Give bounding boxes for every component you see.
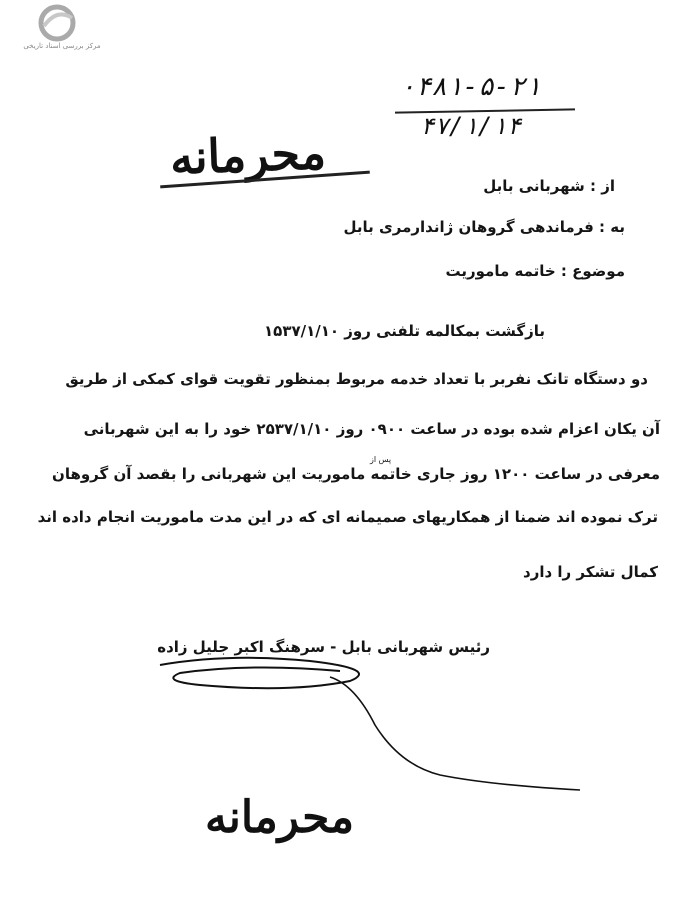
margin-note: پس از: [370, 455, 392, 464]
reference-date: ۴۷/۱/۱۴: [420, 112, 522, 140]
memo-body-line: کمال تشکر را دارد: [523, 563, 658, 581]
memo-subject: موضوع : خاتمه ماموریت: [445, 262, 625, 280]
memo-signer: رئیس شهربانی بابل - سرهنگ اکبر جلیل زاده: [157, 638, 490, 656]
memo-body-line: معرفی در ساعت ۱۲۰۰ روز جاری خاتمه ماموریت این شهربانی را بقصد آن گروهان: [52, 465, 660, 483]
memo-to: به : فرماندهی گروهان ژاندارمری بابل: [343, 218, 625, 236]
archive-logo-icon: [34, 4, 80, 42]
memo-body-line: ترک نموده اند ضمنا از همکاریهای صمیمانه ای که در این مدت ماموریت انجام داده اند: [37, 508, 658, 526]
memo-body-line: دو دستگاه تانک نفربر با تعداد خدمه مربوط بمنظور تقویت قوای کمکی از طریق: [65, 370, 648, 388]
archive-logo: [14, 4, 104, 54]
memo-body-line: آن یکان اعزام شده بوده در ساعت ۰۹۰۰ روز ۲۵۳۷/۱/۱۰ خود را به این شهربانی: [83, 420, 660, 438]
watermark-text: مرکز بررسی اسناد تاریخی: [23, 42, 101, 50]
handwritten-signature: [140, 655, 590, 795]
memo-from: از : شهربانی بابل: [483, 177, 615, 195]
reference-number: ۰۴۸۱-۵-۲۱: [400, 72, 541, 102]
confidential-stamp-footer: محرمانه: [205, 792, 355, 843]
memo-intro: بازگشت بمکالمه تلفنی روز ۱۵۳۷/۱/۱۰: [264, 322, 545, 340]
confidential-stamp-header: محرمانه: [169, 125, 327, 185]
